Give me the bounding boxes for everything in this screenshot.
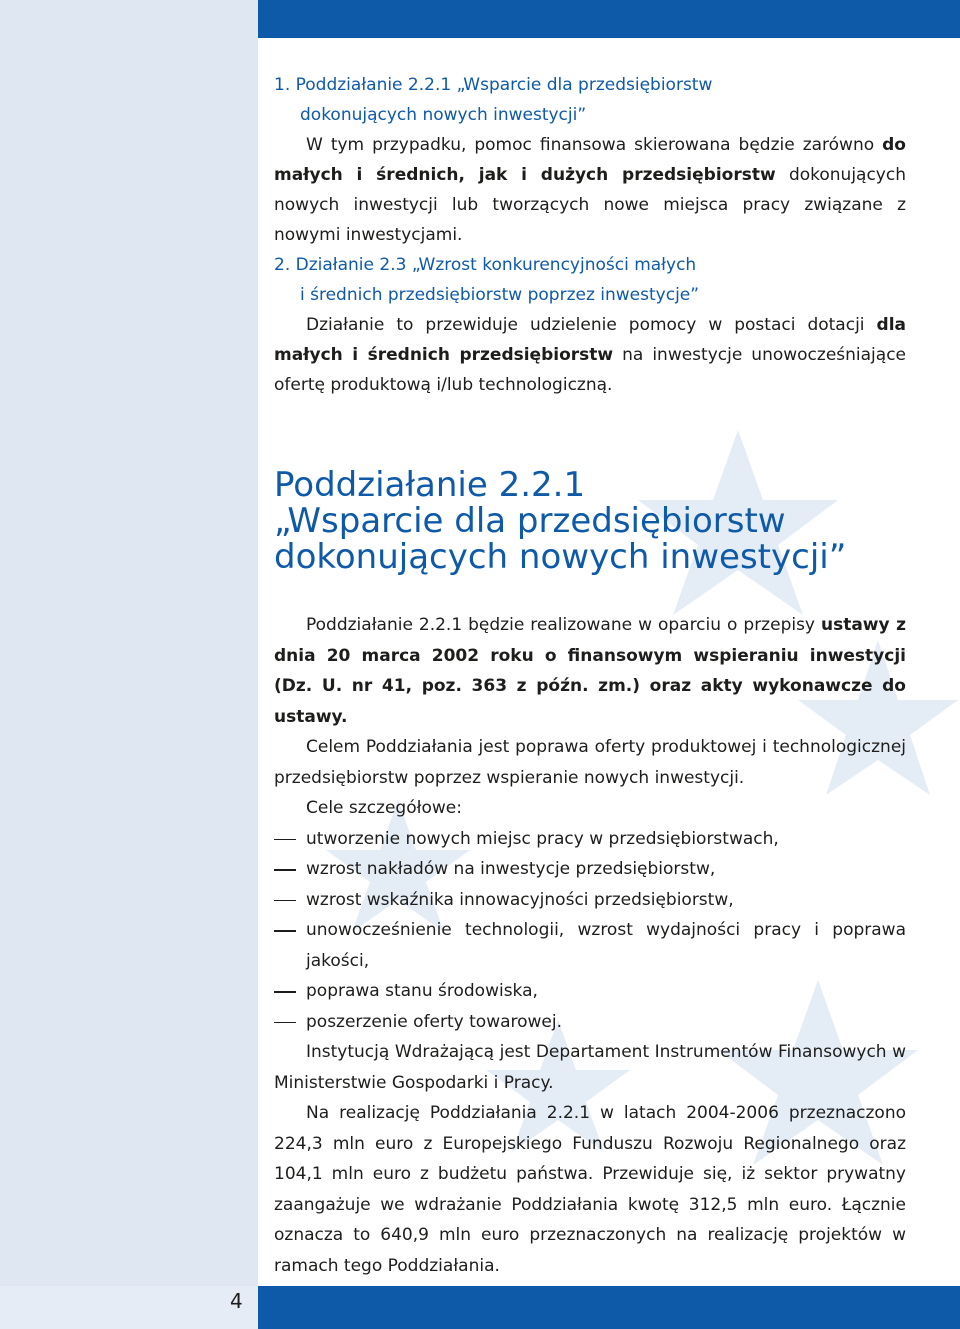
paragraph-institution: Instytucją Wdrażającą jest Departament Instrumentów Finansowych w Ministerstwie Gospodarki i Pracy.	[274, 1042, 906, 1093]
toc-item-1-text: W tym przypadku, pomoc finansowa skierowana będzie zarówno do małych i średnich, jak i dużych przedsiębiorstw dokonujących nowych inwestycji lub tworzących nowe miejsca pracy związane z nowymi inwestycjami.	[274, 135, 906, 245]
toc-item-2-text: Działanie to przewiduje udzielenie pomocy w postaci dotacji dla małych i średnich przedsiębiorstw na inwestycje unowocześniające ofertę produktową i/lub technologiczną.	[274, 315, 907, 395]
list-item: poszerzenie oferty towarowej.	[274, 1007, 906, 1038]
main-text	[274, 610, 906, 1281]
list-item: unowocześnienie technologii, wzrost wydajności pracy i poprawa jakości,	[274, 915, 906, 976]
list-item: utworzenie nowych miejsc pracy w przedsiębiorstwach,	[274, 824, 906, 855]
toc-item-1-heading: 1. Poddziałanie 2.2.1 „Wsparcie dla przedsiębiorstw dokonujących nowych inwestycji”	[274, 75, 713, 125]
bottom-left-panel	[0, 1286, 258, 1329]
left-panel	[0, 0, 258, 1286]
paragraph-detailed-goals-label: Cele szczegółowe:	[306, 798, 462, 818]
goals-list	[274, 824, 906, 1038]
toc-list	[274, 70, 906, 400]
toc-item-2	[274, 250, 906, 400]
paragraph-legal-basis: Poddziałanie 2.2.1 będzie realizowane w oparciu o przepisy ustawy z dnia 20 marca 2002 roku o finansowym wspieraniu inwestycji (Dz. U. nr 41, poz. 363 z późn. zm.) oraz akty wykonawcze do ustawy.	[274, 615, 906, 727]
page-number: 4	[230, 1289, 243, 1313]
top-bar	[258, 0, 960, 38]
paragraph-goal: Celem Poddziałania jest poprawa oferty produktowej i technologicznej przedsiębiorstw poprzez wspieranie nowych inwestycji.	[274, 737, 906, 788]
list-item: wzrost nakładów na inwestycje przedsiębiorstw,	[274, 854, 906, 885]
paragraph-funding: Na realizację Poddziałania 2.2.1 w latach 2004-2006 przeznaczono 224,3 mln euro z Europejskiego Funduszu Rozwoju Regionalnego oraz 104,1 mln euro z budżetu państwa. Przewiduje się, iż sektor prywatny zaangażuje we wdrażanie Poddziałania kwotę 312,5 mln euro. Łącznie oznacza to 640,9 mln euro przeznaczonych na realizację projektów w ramach tego Poddziałania.	[274, 1103, 906, 1276]
toc-item-2-heading: 2. Działanie 2.3 „Wzrost konkurencyjności małych i średnich przedsiębiorstw poprzez inwestycje”	[274, 255, 700, 305]
list-item: poprawa stanu środowiska,	[274, 976, 906, 1007]
section-title: Poddziałanie 2.2.1 „Wsparcie dla przedsiębiorstw dokonujących nowych inwestycji”	[274, 465, 847, 577]
toc-item-1	[274, 70, 906, 250]
list-item: wzrost wskaźnika innowacyjności przedsiębiorstw,	[274, 885, 906, 916]
